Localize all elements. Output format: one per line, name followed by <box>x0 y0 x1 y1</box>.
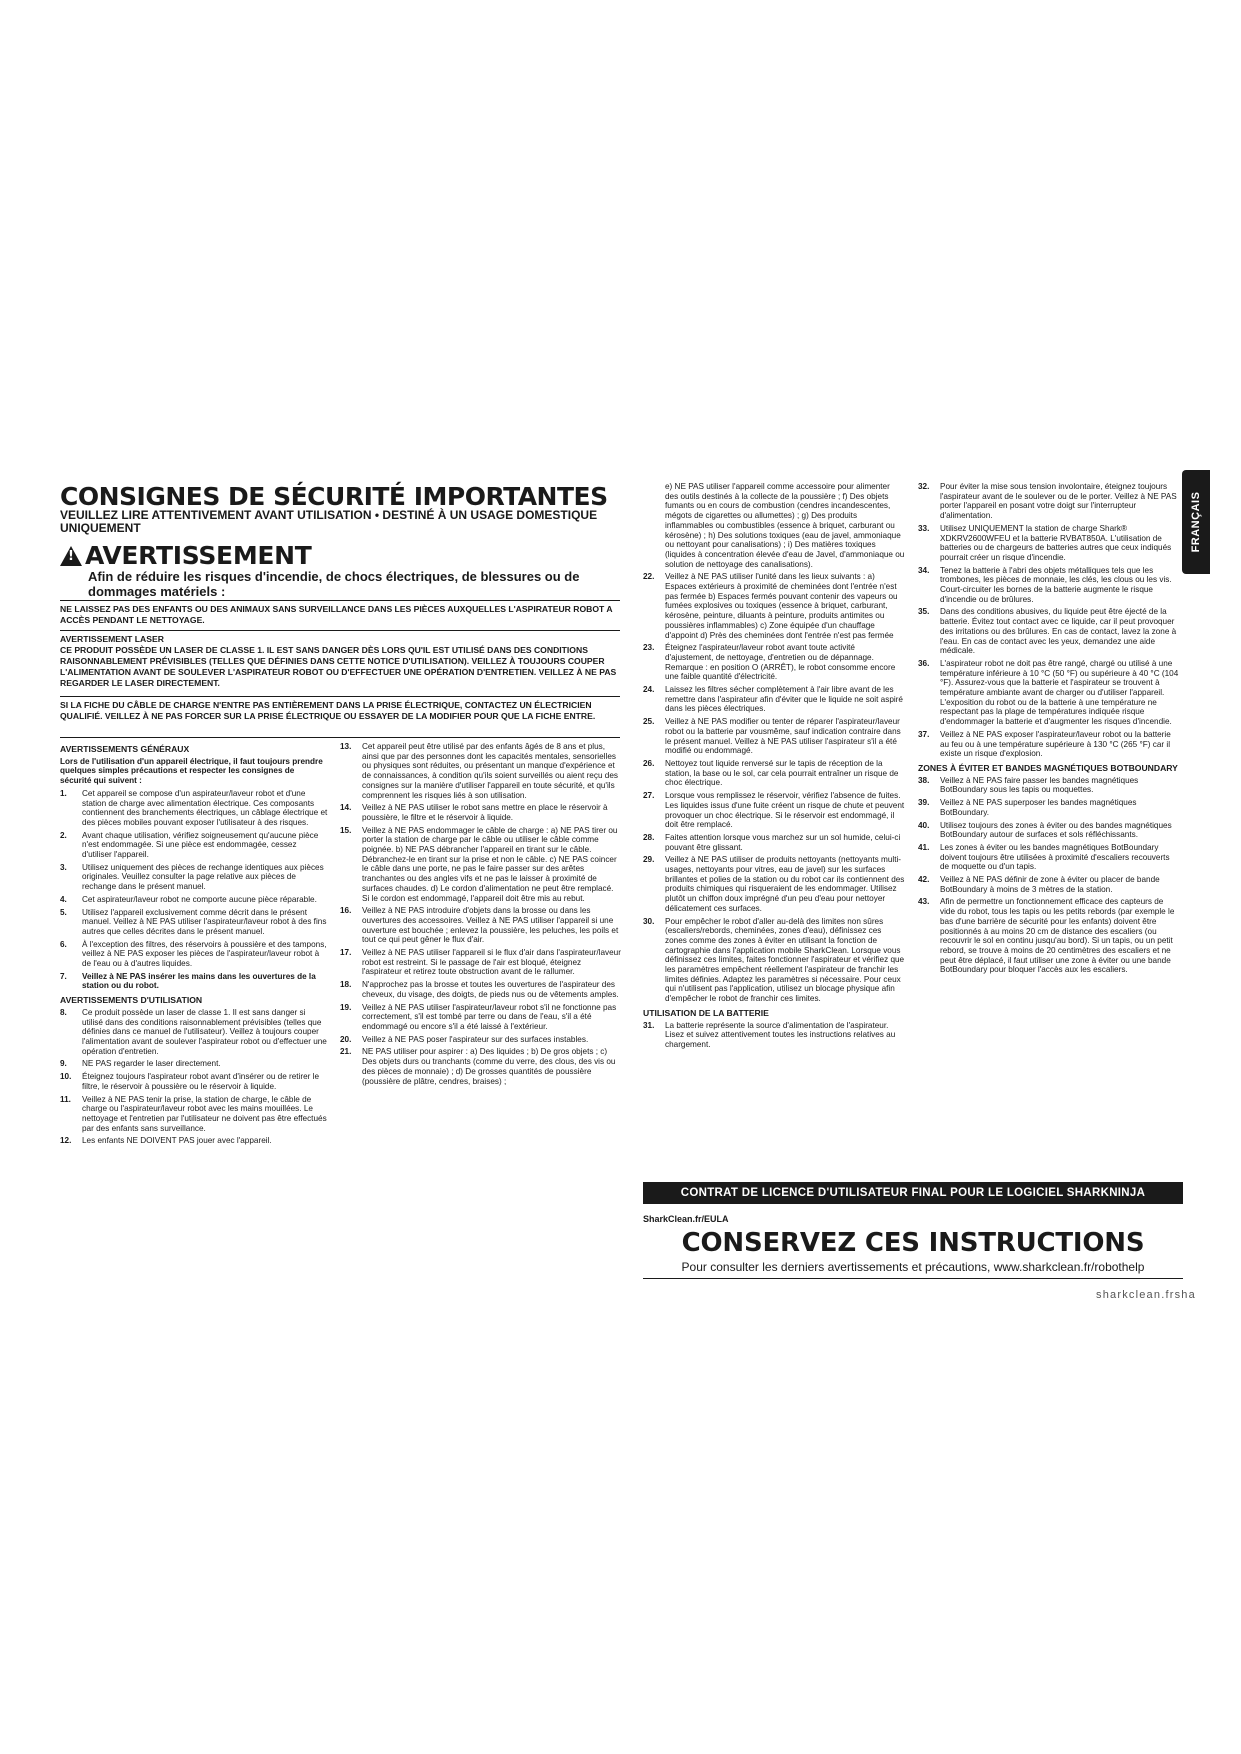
warning-title: AVERTISSEMENT <box>85 541 312 570</box>
list-item: 14. Veillez à NE PAS utiliser le robot sans mettre en place le réservoir à poussière, le filtre et le réservoir à liquide. <box>340 803 608 822</box>
eula-banner: CONTRAT DE LICENCE D'UTILISATEUR FINAL POUR LE LOGICIEL SHARKNINJA <box>643 1182 1183 1204</box>
divider <box>60 630 620 631</box>
list-item: e) NE PAS utiliser l'appareil comme accessoire pour alimenter des outils destinés à la collecte de la poussière ; f) Des objets fumants ou en cours de combustion (cendres incandescentes, mégots de cigarettes ou allumettes) ; g) Des produits inflammables ou combustibles (essence à briquet, carburant ou kérosène) ; h) Des solutions toxiques (eau de javel, ammoniaque ou nettoyant pour canalisations) ; i) Des matières toxiques (liquides à concentration élevée d'eau de Javel, d'ammoniaque ou solution de nettoyage des canalisations). <box>665 482 905 569</box>
divider <box>60 600 620 601</box>
list-item: 9. NE PAS regarder le laser directement. <box>60 1059 221 1069</box>
divider <box>60 696 620 697</box>
language-tab-label: FRANÇAIS <box>1190 491 1202 553</box>
divider <box>60 737 620 738</box>
list-item: 18. N'approchez pas la brosse et toutes les ouvertures de l'aspirateur des cheveux, du visage, des doigts, de pieds nus ou de vêtements amples. <box>340 980 619 999</box>
warning-subtitle: Afin de réduire les risques d'incendie, de chocs électriques, de blessures ou de dommages matériels : <box>88 569 580 599</box>
list-item: 31. La batterie représente la source d'alimentation de l'aspirateur. Lisez et suivez attentivement toutes les instructions relatives au chargement. <box>643 1020 896 1049</box>
list-item: 3. Utilisez uniquement des pièces de rechange identiques aux pièces originales. Veuillez consulter la page relative aux pièces de rechange dans le présent manuel. <box>60 862 324 892</box>
list-item: 42. Veillez à NE PAS définir de zone à éviter ou placer de bande BotBoundary à moins de 3 mètres de la station. <box>918 875 1160 894</box>
list-item: 16. Veillez à NE PAS introduire d'objets dans la brosse ou dans les ouvertures des accessoires. Veillez à NE PAS utiliser l'appareil si une ouverture est bouchée ; enlevez la poussière, les peluches, les poils et tout ce qui peut gêner le flux d'air. <box>340 906 619 945</box>
list-item: 37. Veillez à NE PAS exposer l'aspirateur/laveur robot ou la batterie au feu ou à une température supérieure à 130 °C (265 °F) car il existe un risque d'explosion. <box>918 729 1171 759</box>
keep-instructions-title: CONSERVEZ CES INSTRUCTIONS <box>681 1228 1145 1258</box>
list-item: 20. Veillez à NE PAS poser l'aspirateur sur des surfaces instables. <box>340 1034 589 1044</box>
column-2 <box>340 742 622 1089</box>
column-4 <box>918 482 1180 978</box>
list-item: 21. NE PAS utiliser pour aspirer : a) Des liquides ; b) De gros objets ; c) Des objets durs ou tranchants (comme du verre, des clous, des vis ou des pièces de monnaie) ; d) De grosses quantités de poussière (poussière de plâtre, cendres, braises) ; <box>340 1047 616 1086</box>
page-title: CONSIGNES DE SÉCURITÉ IMPORTANTES <box>60 482 608 511</box>
eula-link[interactable]: SharkClean.fr/EULA <box>643 1214 729 1224</box>
warning-heading <box>60 541 620 570</box>
list-item: 41. Les zones à éviter ou les bandes magnétiques BotBoundary doivent toujours être utilisées à proximité d'escaliers recouverts de moquette ou d'un tapis. <box>918 842 1170 872</box>
section-heading: UTILISATION DE LA BATTERIE <box>643 1007 769 1018</box>
list-item: 15. Veillez à NE PAS endommager le câble de charge : a) NE PAS tirer ou porter la station de charge par le câble ou utiliser le câble comme poignée. b) NE PAS débrancher l'appareil en tirant sur le câble. Débranchez-le en tirant sur la prise et non le câble. c) NE PAS coincer le câble dans une porte, ne pas le faire passer sur des arêtes tranchantes ou des angles vifs et ne pas le laisser à proximité de surfaces chaudes. d) Le cordon d'alimentation ne peut être remplacé. Si le cordon est endommagé, l'appareil doit être mis au rebut. <box>340 825 618 903</box>
list-item: 33. Utilisez UNIQUEMENT la station de charge Shark® XDKRV2600WFEU et la batterie RVBAT850A. L'utilisation de batteries ou de chargeurs de batteries autres que ceux indiqués pourrait créer un risque d'incendie. <box>918 523 1172 562</box>
list-item: 22. Veillez à NE PAS utiliser l'unité dans les lieux suivants : a) Espaces extérieurs à proximité de cheminées dont l'entrée n'est pas fermée b) Espaces fermés pouvant contenir des vapeurs ou fumées explosives ou toxiques (essence à briquet, carburant, kérosène, peinture, diluants à peinture, produits antimites ou poussières inflammables) c) Zone équipée d'un chauffage d'appoint d) Près des cheminées dont l'entrée n'est pas fermée <box>643 572 898 640</box>
list-item: 24. Laissez les filtres sécher complètement à l'air libre avant de les remettre dans l'aspirateur afin d'éviter que le liquide ne soit aspiré dans les pièces électriques. <box>643 685 903 714</box>
column-3 <box>643 482 905 1053</box>
list-item: 1. Cet appareil se compose d'un aspirateur/laveur robot et d'une station de charge avec alimentation électrique. Ces composants contiennent des branchements électriques, un câblage électrique et des pièces mobiles pouvant exposer l'utilisateur à des risques. <box>60 788 328 827</box>
column-1 <box>60 740 328 1149</box>
list-item: 4. Cet aspirateur/laveur robot ne comporte aucune pièce réparable. <box>60 894 317 904</box>
list-item: 30. Pour empêcher le robot d'aller au-delà des limites non sûres (escaliers/rebords, cheminées, zones d'eau), définissez ces zones comme des zones à éviter en utilisant la fonction de cartographie dans l'application mobile SharkClean. Lorsque vous définissez ces limites, faites fonctionner l'aspirateur et vérifiez que les paramètres empêchent réellement l'aspirateur de franchir les limites définies. Adaptez les paramètres si nécessaire. Pour ceux qui n'utilisent pas l'application, utilisez un blocage physique afin d'empêcher le robot de franchir ces limites. <box>643 916 905 1004</box>
section-intro: Lors de l'utilisation d'un appareil électrique, il faut toujours prendre quelques simples précautions et respecter les consignes de sécurité qui suivent : <box>60 756 323 786</box>
list-item: 38. Veillez à NE PAS faire passer les bandes magnétiques BotBoundary sous les tapis ou moquettes. <box>918 775 1139 795</box>
language-tab <box>1182 470 1210 574</box>
list-item: 29. Veillez à NE PAS utiliser de produits nettoyants (nettoyants multi-usages, nettoyants pour vitres, eau de javel) sur les surfaces brillantes et polies de la station ou du robot car ils contiennent des produits chimiques qui risqueraient de les endommager. Utilisez plutôt un chiffon doux imprégné d'un peu d'eau pour nettoyer délicatement ces surfaces. <box>643 855 905 913</box>
brand-footer: sharkclean.frsha <box>1096 1289 1196 1301</box>
list-item: 27. Lorsque vous remplissez le réservoir, vérifiez l'absence de fuites. Les liquides issus d'une fuite créent un risque de chute et peuvent provoquer un choc électrique. Si le réservoir est endommagé, il doit être remplacé. <box>643 791 905 830</box>
list-item: 36. L'aspirateur robot ne doit pas être rangé, chargé ou utilisé à une température inférieure à 10 °C (50 °F) ou supérieure à 40 °C (104 °F). Assurez-vous que la batterie et l'aspirateur se trouvent à température ambiante avant de charger ou d'utiliser l'appareil. L'exposition du robot ou de la batterie à une température ne respectant pas la plage de températures indiquée risque d'endommager la batterie et d'augmenter les risques d'incendie. <box>918 658 1179 727</box>
list-item: 19. Veillez à NE PAS utiliser l'aspirateur/laveur robot s'il ne fonctionne pas correctement, s'il est tombé par terre ou dans de l'eau, s'il a été endommagé ou encore s'il a été laissé à l'extérieur. <box>340 1002 617 1031</box>
list-item: 32. Pour éviter la mise sous tension involontaire, éteignez toujours l'aspirateur avant de le soulever ou de le porter. Veillez à NE PAS porter l'appareil en posant votre doigt sur l'interrupteur d'alimentation. <box>918 482 1177 521</box>
list-item: 34. Tenez la batterie à l'abri des objets métalliques tels que les trombones, les pièces de monnaie, les clés, les clous ou les vis. Court-circuiter les bornes de la batterie augmente le risque d'incendie ou de brûlures. <box>918 565 1172 604</box>
list-item: 7. Veillez à NE PAS insérer les mains dans les ouvertures de la station ou du robot. <box>60 971 316 991</box>
list-item: 5. Utilisez l'appareil exclusivement comme décrit dans le présent manuel. Veillez à NE PAS utiliser l'aspirateur/laveur robot à des fins autres que celles décrites dans le présent manuel. <box>60 907 327 936</box>
section-heading: ZONES À ÉVITER ET BANDES MAGNÉTIQUES BOTBOUNDARY <box>918 762 1178 773</box>
plug-notice: SI LA FICHE DU CÂBLE DE CHARGE N'ENTRE PAS ENTIÈREMENT DANS LA PRISE ÉLECTRIQUE, CONTACTEZ UN ÉLECTRICIEN QUALIFIÉ. VEILLEZ À NE PAS FORCER SUR LA PRISE ÉLECTRIQUE OU ESSAYER DE LA MODIFIER POUR QUE LA FICHE ENTRE. <box>60 700 596 721</box>
list-item: 28. Faites attention lorsque vous marchez sur un sol humide, celui-ci pouvant être glissant. <box>643 832 901 852</box>
section-heading: AVERTISSEMENTS D'UTILISATION <box>60 995 203 1006</box>
list-item: 6. À l'exception des filtres, des réservoirs à poussière et des tampons, veillez à NE PAS exposer les pièces de l'aspirateur/laveur robot à de l'eau ou à d'autres liquides. <box>60 939 327 969</box>
list-item: 40. Utilisez toujours des zones à éviter ou des bandes magnétiques BotBoundary autour de surfaces et sols réfléchissants. <box>918 820 1172 840</box>
list-item: 25. Veillez à NE PAS modifier ou tenter de réparer l'aspirateur/laveur robot ou la batterie par vousmême, sauf indication contraire dans le présent manuel. Veillez à NE PAS utiliser l'aspirateur s'il a été modifié ou endommagé. <box>643 717 901 756</box>
laser-heading: AVERTISSEMENT LASER <box>60 634 164 644</box>
section-heading: AVERTISSEMENTS GÉNÉRAUX <box>60 744 190 754</box>
laser-text: CE PRODUIT POSSÈDE UN LASER DE CLASSE 1. IL EST SANS DANGER DÈS LORS QU'IL EST UTILISÉ DANS DES CONDITIONS RAISONNABLEMENT PRÉVISIBLES (TELLES QUE DÉFINIES DANS CETTE NOTICE D'UTILISATION). VEILLEZ À TOUJOURS COUPER L'ALIMENTATION AVANT DE SOULEVER L'ASPIRATEUR ROBOT OU D'EFFECTUER UNE OPÉRATION D'ENTRETIEN. VEILLEZ À NE PAS REGARDER LE LASER DIRECTEMENT. <box>60 645 617 688</box>
list-item: 11. Veillez à NE PAS tenir la prise, la station de charge, le câble de charge ou l'aspirateur/laveur robot avec les mains mouillées. Le nettoyage et l'entretien par l'utilisateur ne doivent pas être effectués par des enfants sans surveillance. <box>60 1094 327 1133</box>
list-item: 13. Cet appareil peut être utilisé par des enfants âgés de 8 ans et plus, ainsi que par des personnes dont les capacités mentales, sensorielles ou physiques sont réduites, ou présentant un manque d'expérience et de connaissances, à condition qu'ils soient surveillés ou aient reçu des consignes sur la manière d'utiliser l'appareil en toute sécurité, et qu'ils comprennent les risques liés à son utilisation. <box>340 742 618 800</box>
list-item: 2. Avant chaque utilisation, vérifiez soigneusement qu'aucune pièce n'est endommagée. Si une pièce est endommagée, cessez d'utiliser l'appareil. <box>60 830 319 860</box>
list-item: 23. Éteignez l'aspirateur/laveur robot avant toute activité d'ajustement, de nettoyage, d'entretien ou de dépannage. Remarque : en position O (ARRÊT), le robot consomme encore une faible quantité d'électricité. <box>643 643 896 682</box>
list-item: 10. Éteignez toujours l'aspirateur robot avant d'insérer ou de retirer le filtre, le réservoir à poussière ou le réservoir à liquide. <box>60 1072 320 1091</box>
list-item: 26. Nettoyez tout liquide renversé sur le tapis de réception de la station, la base ou le sol, car cela pourrait entraîner un risque de choc électrique. <box>643 758 899 788</box>
keep-instructions-subtitle: Pour consulter les derniers avertissements et précautions, www.sharkclean.fr/robothelp <box>681 1260 1145 1274</box>
list-item: 12. Les enfants NE DOIVENT PAS jouer avec l'appareil. <box>60 1136 272 1146</box>
list-item: 43. Afin de permettre un fonctionnement efficace des capteurs de vide du robot, tous les tapis ou les petits rebords (par exemple le bas d'une barrière de sécurité pour les enfants) doivent être positionnés à au moins 20 cm de distance des escaliers (ou recouvrir le sol en continu jusqu'au bord). Si un tapis, ou un petit rebord, se trouve à moins de 20 centimètres des escaliers et ne peut être déplacé, il faut utiliser une zone à éviter ou une bande BotBoundary pour bloquer l'accès aux les escaliers. <box>918 897 1175 975</box>
warning-triangle-icon <box>60 546 82 566</box>
page-subtitle: VEUILLEZ LIRE ATTENTIVEMENT AVANT UTILISATION • DESTINÉ À UN USAGE DOMESTIQUE UNIQUEMENT <box>60 508 598 535</box>
list-item: 35. Dans des conditions abusives, du liquide peut être éjecté de la batterie. Évitez tout contact avec ce liquide, car il peut provoquer des irritations ou des brûlures. En cas de contact, lavez la zone à l'eau. En cas de contact avec les yeux, demandez une aide médicale. <box>918 607 1177 656</box>
list-item: 39. Veillez à NE PAS superposer les bandes magnétiques BotBoundary. <box>918 798 1137 817</box>
children-notice: NE LAISSEZ PAS DES ENFANTS OU DES ANIMAUX SANS SURVEILLANCE DANS LES PIÈCES AUXQUELLES L'ASPIRATEUR ROBOT A ACCÈS PENDANT LE NETTOYAGE. <box>60 604 613 625</box>
list-item: 17. Veillez à NE PAS utiliser l'appareil si le flux d'air dans l'aspirateur/laveur robot est restreint. Si le passage de l'air est bloqué, éteignez l'aspirateur et retirez toute obstruction avant de le rallumer. <box>340 948 621 977</box>
divider <box>643 1278 1183 1279</box>
list-item: 8. Ce produit possède un laser de classe 1. Il est sans danger si utilisé dans des conditions raisonnablement prévisibles (telles que définies dans ce manuel de l'utilisateur). Veillez à toujours couper l'alimentation avant de soulever l'aspirateur robot ou d'effectuer une opération d'entretien. <box>60 1007 327 1056</box>
